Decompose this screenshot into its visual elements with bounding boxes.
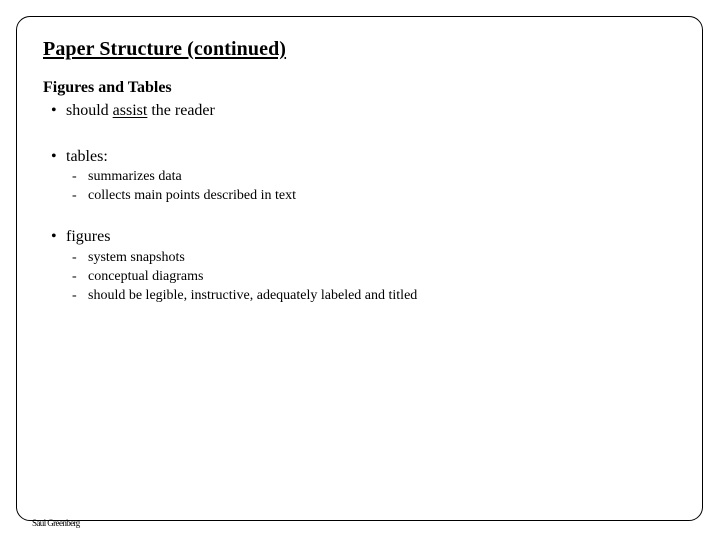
dash-marker: - xyxy=(72,250,77,265)
bullet-assist-reader xyxy=(51,102,215,120)
slide-title: Paper Structure (continued) xyxy=(43,38,287,60)
subitem-text: collects main points described in text xyxy=(88,188,297,203)
bullet-figures xyxy=(51,228,110,246)
dash-marker: - xyxy=(72,269,77,284)
bullet-marker: • xyxy=(51,148,57,165)
dash-marker: - xyxy=(72,188,77,203)
subitem-conceptual-diagrams xyxy=(72,269,203,285)
subitem-text: should be legible, instructive, adequately labeled and titled xyxy=(88,288,418,303)
footer-author: Saul Greenberg xyxy=(32,518,80,528)
subitem-system-snapshots xyxy=(72,250,185,266)
subitem-legible-instructive xyxy=(72,288,417,304)
section-heading: Figures and Tables xyxy=(43,79,172,96)
dash-marker: - xyxy=(72,288,77,303)
bullet-text-underlined: assist xyxy=(112,102,148,119)
subitem-summarizes-data xyxy=(72,169,182,185)
bullet-text: figures xyxy=(66,228,111,245)
bullet-text-pre: should xyxy=(66,102,113,119)
dash-marker: - xyxy=(72,169,77,184)
bullet-text: tables: xyxy=(66,148,108,165)
bullet-marker: • xyxy=(51,228,57,245)
bullet-tables xyxy=(51,148,108,166)
bullet-text-post: the reader xyxy=(147,102,215,119)
subitem-text: conceptual diagrams xyxy=(88,269,204,284)
subitem-collects-main-points xyxy=(72,188,296,204)
bullet-marker: • xyxy=(51,102,57,119)
subitem-text: system snapshots xyxy=(88,250,185,265)
subitem-text: summarizes data xyxy=(88,169,182,184)
